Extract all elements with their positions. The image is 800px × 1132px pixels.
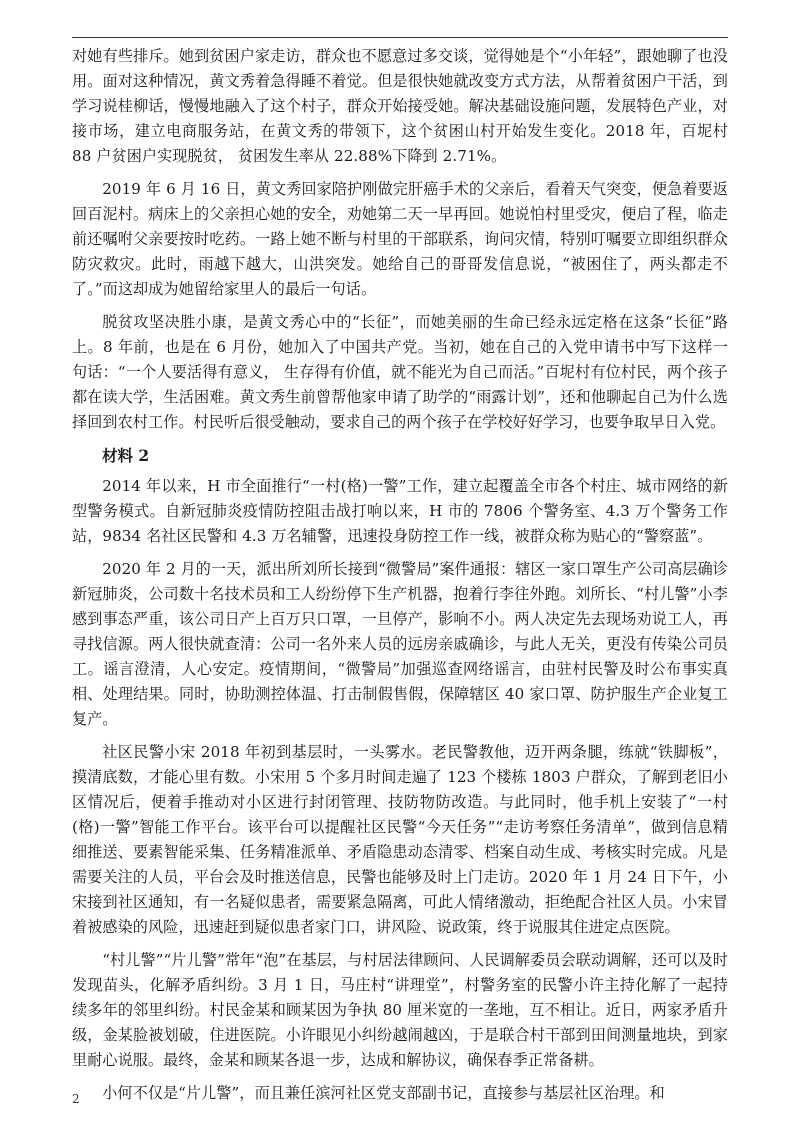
paragraph: 2020 年 2 月的一天，派出所刘所长接到“微警局”案件通报：辖区一家口罩生产公司高层确诊新冠肺炎，公司数十名技术员和工人纷纷停下生产机器，抱着行李往外跑。刘所长、“村儿警”小李感到事态严重，该公司日产上百万只口罩，一旦停产，影响不小。两人决定先去现场劝说工人，再寻找信源。两人很快就查清：公司一名外来人员的远房亲戚确诊，与此人无关，更没有传染公司员工。谣言澄清，人心安定。疫情期间，“微警局”加强巡查网络谣言，由驻村民警及时公布事实真相、处理结果。同时，协助测控体温、打击制假售假，保障辖区 40 家口罩、防护服生产企业复工复产。	[72, 560, 729, 728]
paragraph: 2019 年 6 月 16 日，黄文秀回家陪护刚做完肝癌手术的父亲后，看着天气突变，便急着要返回百泥村。病床上的父亲担心她的安全，劝她第二天一早再回。她说怕村里受灾，便启了程，临走前还嘱咐父亲要按时吃药。一路上她不断与村里的干部联系，询问灾情，特别叮嘱要立即组织群众防灾救灾。此时，雨越下越大，山洪突发。她给自己的哥哥发信息说，“被困住了，两头都走不了。”而这却成为她留给家里人的最后一句话。	[72, 180, 728, 298]
paragraph: 社区民警小宋 2018 年初到基层时，一头雾水。老民警教他，迈开两条腿，练就“铁脚板”，摸清底数，才能心里有数。小宋用 5 个多月时间走遍了 123 个楼栋 1803 户群众，了解到老旧小区情况后，便着手推动对小区进行封闭管理、技防物防改造。与此同时，他手机上安装了“一村(格)一警”智能工作平台。该平台可以提醒社区民警“今天任务”“走访考察任务清单”，做到信息精细推送、要素智能采集、任务精准派单、矛盾隐患动态清零、档案自动生成、考核实时完成。凡是需要关注的人员，平台会及时推送信息，民警也能够及时上门走访。2020 年 1 月 24 日下午，小宋接到社区通知，有一名疑似患者，需要紧急隔离，可此人情绪激动，拒绝配合社区人员。小宋冒着被感染的风险，迅速赶到疑似患者家门口，讲风险、说政策，终于说服其住进定点医院。	[72, 743, 728, 936]
paragraph: “村儿警”“片儿警”常年“泡”在基层，与村居法律顾问、人民调解委员会联动调解，还可以及时发现苗头，化解矛盾纠纷。3 月 1 日，马庄村“讲理堂”，村警务室的民警小许主持化解了一起持续多年的邻里纠纷。村民金某和顾某因为争执 80 厘米宽的一垄地，互不相让。近日，两家矛盾升级，金某脸被划破，住进医院。小许眼见小纠纷越闹越凶，于是联合村干部到田间测量地块，到家里耐心说服。最终，金某和顾某各退一步，达成和解协议，确保春季正常备耕。	[72, 951, 728, 1069]
paragraph: 脱贫攻坚决胜小康，是黄文秀心中的“长征”，而她美丽的生命已经永远定格在这条“长征”路上。8 年前，也是在 6 月份，她加入了中国共产党。当初，她在自己的入党申请书中写下这样一句话：“一个人要活得有意义， 生存得有价值，就不能光为自己而活。”百坭村有位村民，两个孩子都在读大学，生活困难。黄文秀生前曾帮他家申请了助学的“雨露计划”，还和他聊起自己为什么选择回到农村工作。村民听后很受触动，要求自己的两个孩子在学校好好学习，也要争取早日入党。	[72, 313, 728, 431]
page-number: 2	[72, 1092, 80, 1106]
header-rule	[72, 37, 728, 38]
paragraph: 2014 年以来，H 市全面推行“一村(格)一警”工作，建立起覆盖全市各个村庄、城市网络的新型警务模式。自新冠肺炎疫情防控阻击战打响以来，H 市的 7806 个警务室、4.3 万个警务工作站，9834 名社区民警和 4.3 万名辅警，迅速投身防控工作一线，被群众称为贴心的“警察蓝”。	[72, 477, 728, 545]
paragraph-continued: 对她有些排斥。她到贫困户家走访，群众也不愿意过多交谈，觉得她是个“小年轻”，跟她聊了也没用。面对这种情况，黄文秀着急得睡不着觉。但是很快她就改变方式方法，从帮着贫困户干活，到学习说桂柳话，慢慢地融入了这个村子，群众开始接受她。解决基础设施问题，发展特色产业，对接市场，建立电商服务站，在黄文秀的带领下，这个贫困山村开始发生变化。2018 年，百坭村 88 户贫困户实现脱贫， 贫困发生率从 22.88%下降到 2.71%。	[72, 47, 728, 165]
paragraph: 小何不仅是“片儿警”，而且兼任滨河社区党支部副书记，直接参与基层社区治理。和	[102, 1084, 665, 1102]
document-body	[72, 44, 728, 1114]
section-heading: 材料 2	[102, 446, 150, 465]
